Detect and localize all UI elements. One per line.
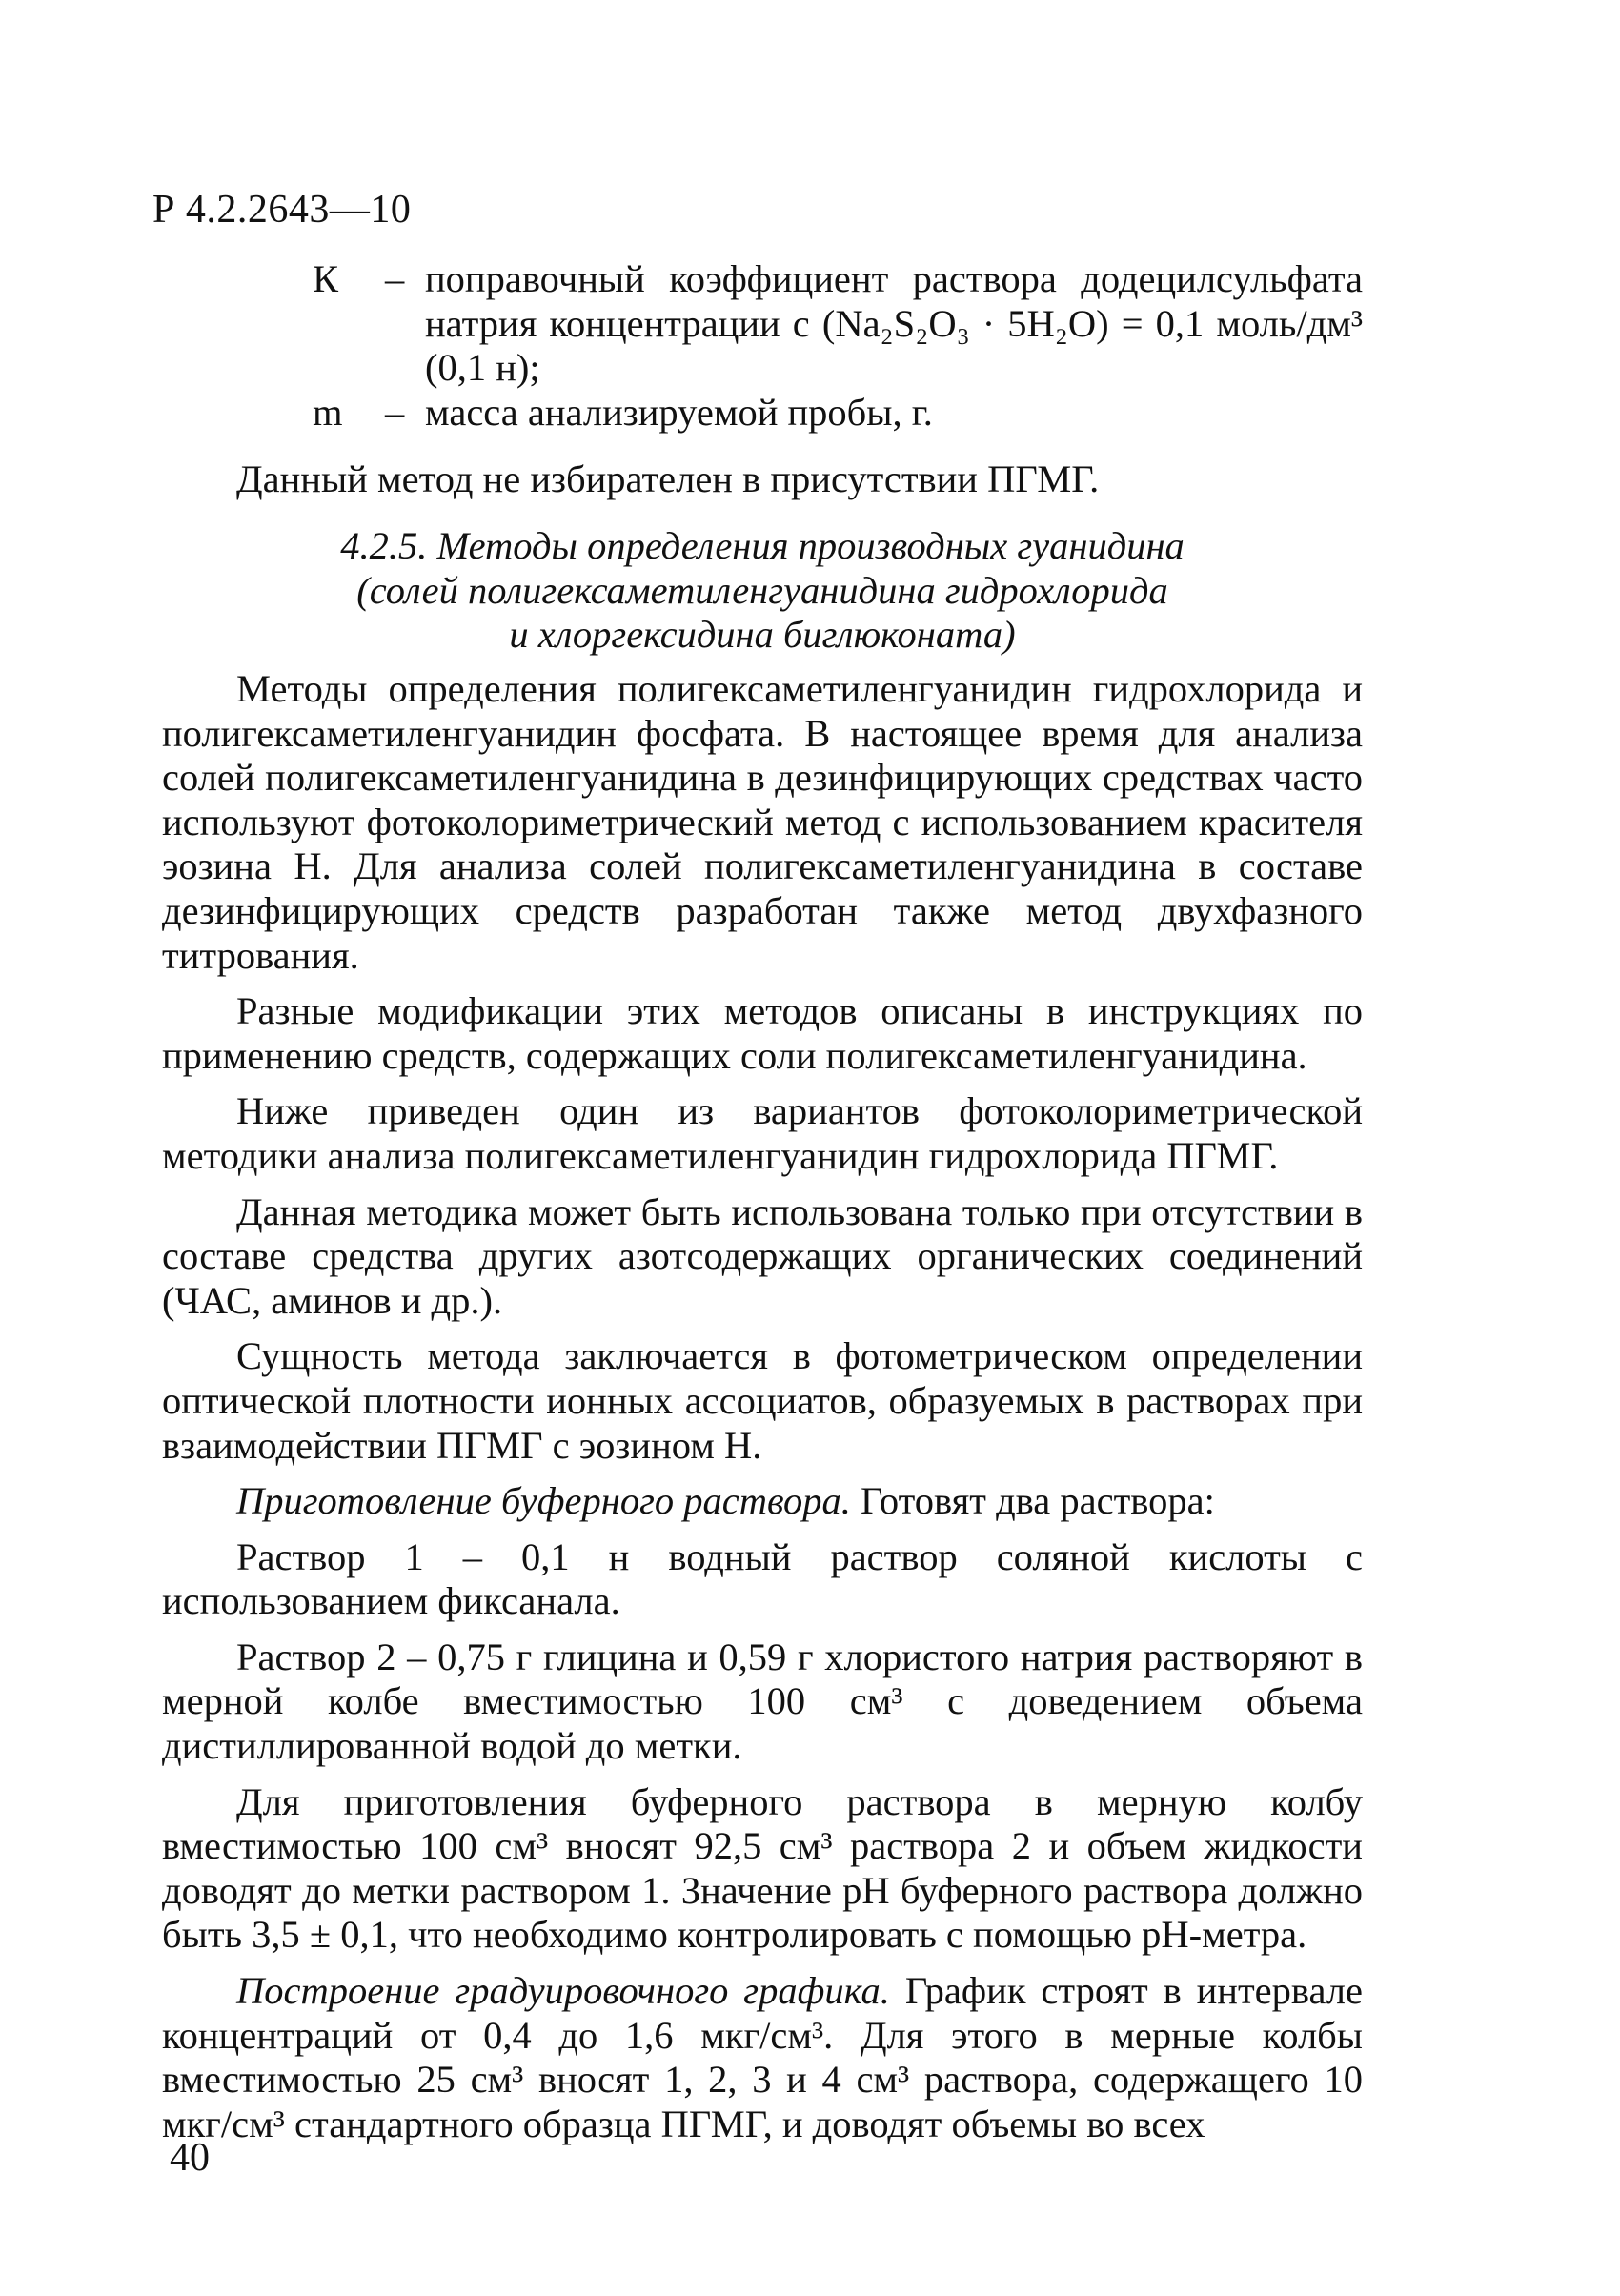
definition-item [162, 257, 1363, 391]
document-header: Р 4.2.2643—10 [152, 188, 412, 232]
section-heading-line1: 4.2.5. Методы определения производных гуанидина [340, 524, 1185, 567]
page-number: 40 [170, 2136, 210, 2180]
definitions-list [162, 257, 1363, 435]
paragraph: Сущность метода заключается в фотометрическом определении оптической плотности ионных ассоциатов, образуемых в растворах при взаимодействии ПГМГ с эозином Н. [162, 1334, 1363, 1467]
paragraph: Данная методика может быть использована только при отсутствии в составе средства других азотсодержащих органических соединений (ЧАС, аминов и др.). [162, 1189, 1363, 1322]
paragraph: Методы определения полигексаметиленгуанидин гидрохлорида и полигексаметиленгуанидин фосфата. В настоящее время для анализа солей полигексаметиленгуанидина в дезинфицирующих средствах часто используют фотоколориметрический метод с использованием красителя эозина Н. Для анализа солей полигексаметиленгуанидина в составе дезинфицирующих средств разработан также метод двухфазного титрования. [162, 667, 1363, 977]
body-text [162, 667, 1363, 2146]
section-heading-line2: (солей полигексаметиленгуанидина гидрохлорида [356, 568, 1168, 612]
paragraph: Раствор 1 – 0,1 н водный раствор соляной кислоты с использованием фиксанала. [162, 1534, 1363, 1623]
paragraph [162, 1479, 1363, 1524]
paragraph: Для приготовления буферного раствора в мерную колбу вместимостью 100 см³ вносят 92,5 см³ раствора 2 и объем жидкости доводят до метки раствором 1. Значение pH буферного раствора должно быть 3,5 ± 0,1, что необходимо контролировать с помощью pH-метра. [162, 1779, 1363, 1957]
paragraph: Раствор 2 – 0,75 г глицина и 0,59 г хлористого натрия растворяют в мерной колбе вместимостью 100 см³ с доведением объема дистиллированной водой до метки. [162, 1635, 1363, 1768]
paragraph: Ниже приведен один из вариантов фотоколориметрической методики анализа полигексаметиленгуанидин гидрохлорида ПГМГ. [162, 1089, 1363, 1177]
paragraph [162, 1969, 1363, 2146]
paragraph-italic-lead: Приготовление буферного раствора. [236, 1479, 851, 1523]
definition-text: поправочный коэффициент раствора додецилсульфата натрия концентрации с (Na₂S₂O₃ · 5H₂O) = 0,1 моль/дм³ (0,1 н); [425, 257, 1363, 390]
definition-dash: – [385, 390, 405, 434]
paragraph-rest: Готовят два раствора: [850, 1479, 1215, 1523]
definition-dash: – [385, 257, 405, 300]
paragraph: Разные модификации этих методов описаны в инструкциях по применению средств, содержащих соли полигексаметиленгуанидина. [162, 989, 1363, 1077]
paragraph-rest: График строят в интервале концентраций от 0,4 до 1,6 мкг/см³. Для этого в мерные колбы вместимостью 25 см³ вносят 1, 2, 3 и 4 см³ раствора, содержащего 10 мкг/см³ стандартного образца ПГМГ, и доводят объемы во всех [162, 1969, 1363, 2145]
note-block [162, 457, 1363, 502]
definition-symbol: m [313, 390, 343, 434]
definition-text: масса анализируемой пробы, г. [425, 390, 933, 434]
section-heading [162, 524, 1363, 658]
section-heading-line3: и хлоргексидина биглюконата) [509, 613, 1016, 657]
definition-symbol: К [313, 257, 339, 300]
definition-item [162, 391, 1363, 436]
paragraph-italic-lead: Построение градуировочного графика. [236, 1969, 890, 2013]
note-paragraph: Данный метод не избирателен в присутствии ПГМГ. [236, 457, 1100, 500]
